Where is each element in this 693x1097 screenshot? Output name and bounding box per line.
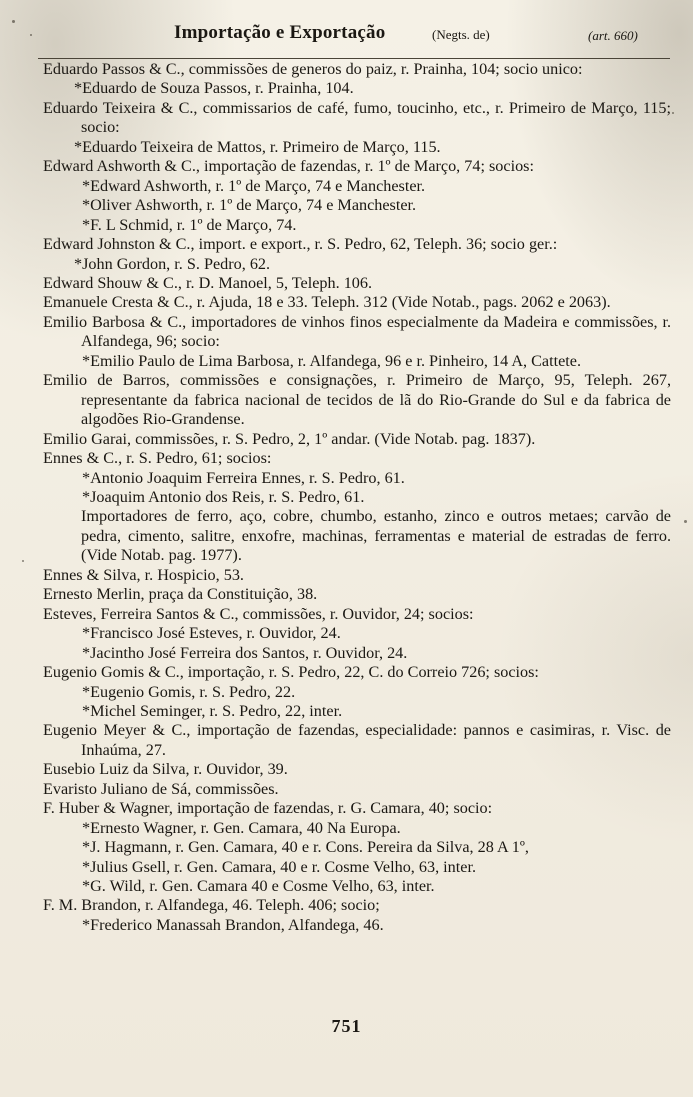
firm-entry: Edward Shouw & C., r. D. Manoel, 5, Teleph. 106. [43,273,373,292]
partner-entry: *Eduardo Teixeira de Mattos, r. Primeiro de Março, 115. [74,137,441,156]
firm-entry: Eusebio Luiz da Silva, r. Ouvidor, 39. [43,760,288,779]
firm-entry: Eduardo Passos & C., commissões de generos do paiz, r. Prainha, 104; socio unico: [43,60,583,78]
firm-entry: Emilio de Barros, commissões e consignações, r. Primeiro de Março, 95, Teleph. 267, representante da fabrica nacional de tecidos de lã do Rio-Grande do Sul e da fabrica de algodões Rio-Grandense. [43,371,671,429]
article-reference: (art. 660) [588,28,638,43]
firm-entry: Ennes & Silva, r. Hospicio, 53. [43,565,244,584]
firm-entry: Ernesto Merlin, praça da Constituição, 38. [43,585,318,604]
firm-entry: Emanuele Cresta & C., r. Ajuda, 18 e 33. Teleph. 312 (Vide Notab., pags. 2062 e 2063). [43,293,611,312]
partner-entry: *John Gordon, r. S. Pedro, 62. [74,254,271,273]
partner-entry: *Frederico Manassah Brandon, Alfandega, 46. [82,915,384,934]
partner-entry: *Jacintho José Ferreira dos Santos, r. Ouvidor, 24. [82,643,408,662]
partner-entry: *F. L Schmid, r. 1º de Março, 74. [82,215,297,234]
firm-entry: Emilio Barbosa & C., importadores de vinhos finos especialmente da Madeira e commissões, r. Alfandega, 96; socio: [43,312,671,351]
firm-entry: F. M. Brandon, r. Alfandega, 46. Teleph. 406; socio; [43,896,380,915]
paper-speck [30,34,32,36]
running-title: Importação e Exportação [174,22,386,43]
firm-entry: Eugenio Meyer & C., importação de fazendas, especialidade: pannos e casimiras, r. Visc. de Inhaúma, 27. [43,721,671,759]
firm-entry: Emilio Garai, commissões, r. S. Pedro, 2, 1º andar. (Vide Notab. pag. 1837). [43,429,536,448]
directory-listing [43,60,671,935]
partner-entry: *Edward Ashworth, r. 1º de Março, 74 e Manchester. [82,176,426,195]
firm-entry: Edward Ashworth & C., importação de fazendas, r. 1º de Março, 74; socios: [43,157,534,176]
firm-entry: Eduardo Teixeira & C., commissarios de café, fumo, toucinho, etc., r. Primeiro de Março, 115; socio: [43,98,671,137]
firm-entry: F. Huber & Wagner, importação de fazendas, r. G. Camara, 40; socio: [43,799,493,818]
partner-entry: *Francisco José Esteves, r. Ouvidor, 24. [82,624,341,643]
paper-speck [12,20,15,23]
partner-entry: *Oliver Ashworth, r. 1º de Março, 74 e Manchester. [82,196,417,215]
firm-entry: Eugenio Gomis & C., importação, r. S. Pedro, 22, C. do Correio 726; socios: [43,663,539,682]
partner-entry: *Emilio Paulo de Lima Barbosa, r. Alfandega, 96 e r. Pinheiro, 14 A, Cattete. [82,351,582,370]
partner-entry: *Ernesto Wagner, r. Gen. Camara, 40 Na Europa. [82,818,401,837]
partner-entry: *Michel Seminger, r. S. Pedro, 22, inter. [82,701,343,720]
partner-entry: *J. Hagmann, r. Gen. Camara, 40 e r. Cons. Pereira da Silva, 28 A 1º, [82,838,529,857]
page-header [0,14,693,46]
firm-description: Importadores de ferro, aço, cobre, chumbo, estanho, zinco e outros metaes; carvão de pedra, cimento, salitre, enxofre, machinas, ferramentas e material de estradas de ferro. (Vide Notab. pag. 1977). [81,507,671,565]
paper-speck [672,112,674,114]
firm-entry: Evaristo Juliano de Sá, commissões. [43,779,279,798]
partner-entry: *Joaquim Antonio dos Reis, r. S. Pedro, 61. [82,487,365,506]
page-number: 751 [331,1016,362,1036]
partner-entry: *G. Wild, r. Gen. Camara 40 e Cosme Velho, 63, inter. [82,877,435,896]
partner-entry: *Julius Gsell, r. Gen. Camara, 40 e r. Cosme Velho, 63, inter. [82,857,476,876]
partner-entry: *Eduardo de Souza Passos, r. Prainha, 104. [74,79,354,98]
firm-entry: Ennes & C., r. S. Pedro, 61; socios: [43,449,272,468]
running-subtitle: (Negts. de) [432,27,490,42]
firm-entry: Edward Johnston & C., import. e export., r. S. Pedro, 62, Teleph. 36; socio ger.: [43,235,558,254]
partner-entry: *Eugenio Gomis, r. S. Pedro, 22. [82,682,296,701]
firm-entry: Esteves, Ferreira Santos & C., commissões, r. Ouvidor, 24; socios: [43,604,474,623]
paper-speck [684,520,687,523]
paper-speck [22,560,24,562]
header-rule [38,58,670,59]
partner-entry: *Antonio Joaquim Ferreira Ennes, r. S. Pedro, 61. [82,468,405,487]
